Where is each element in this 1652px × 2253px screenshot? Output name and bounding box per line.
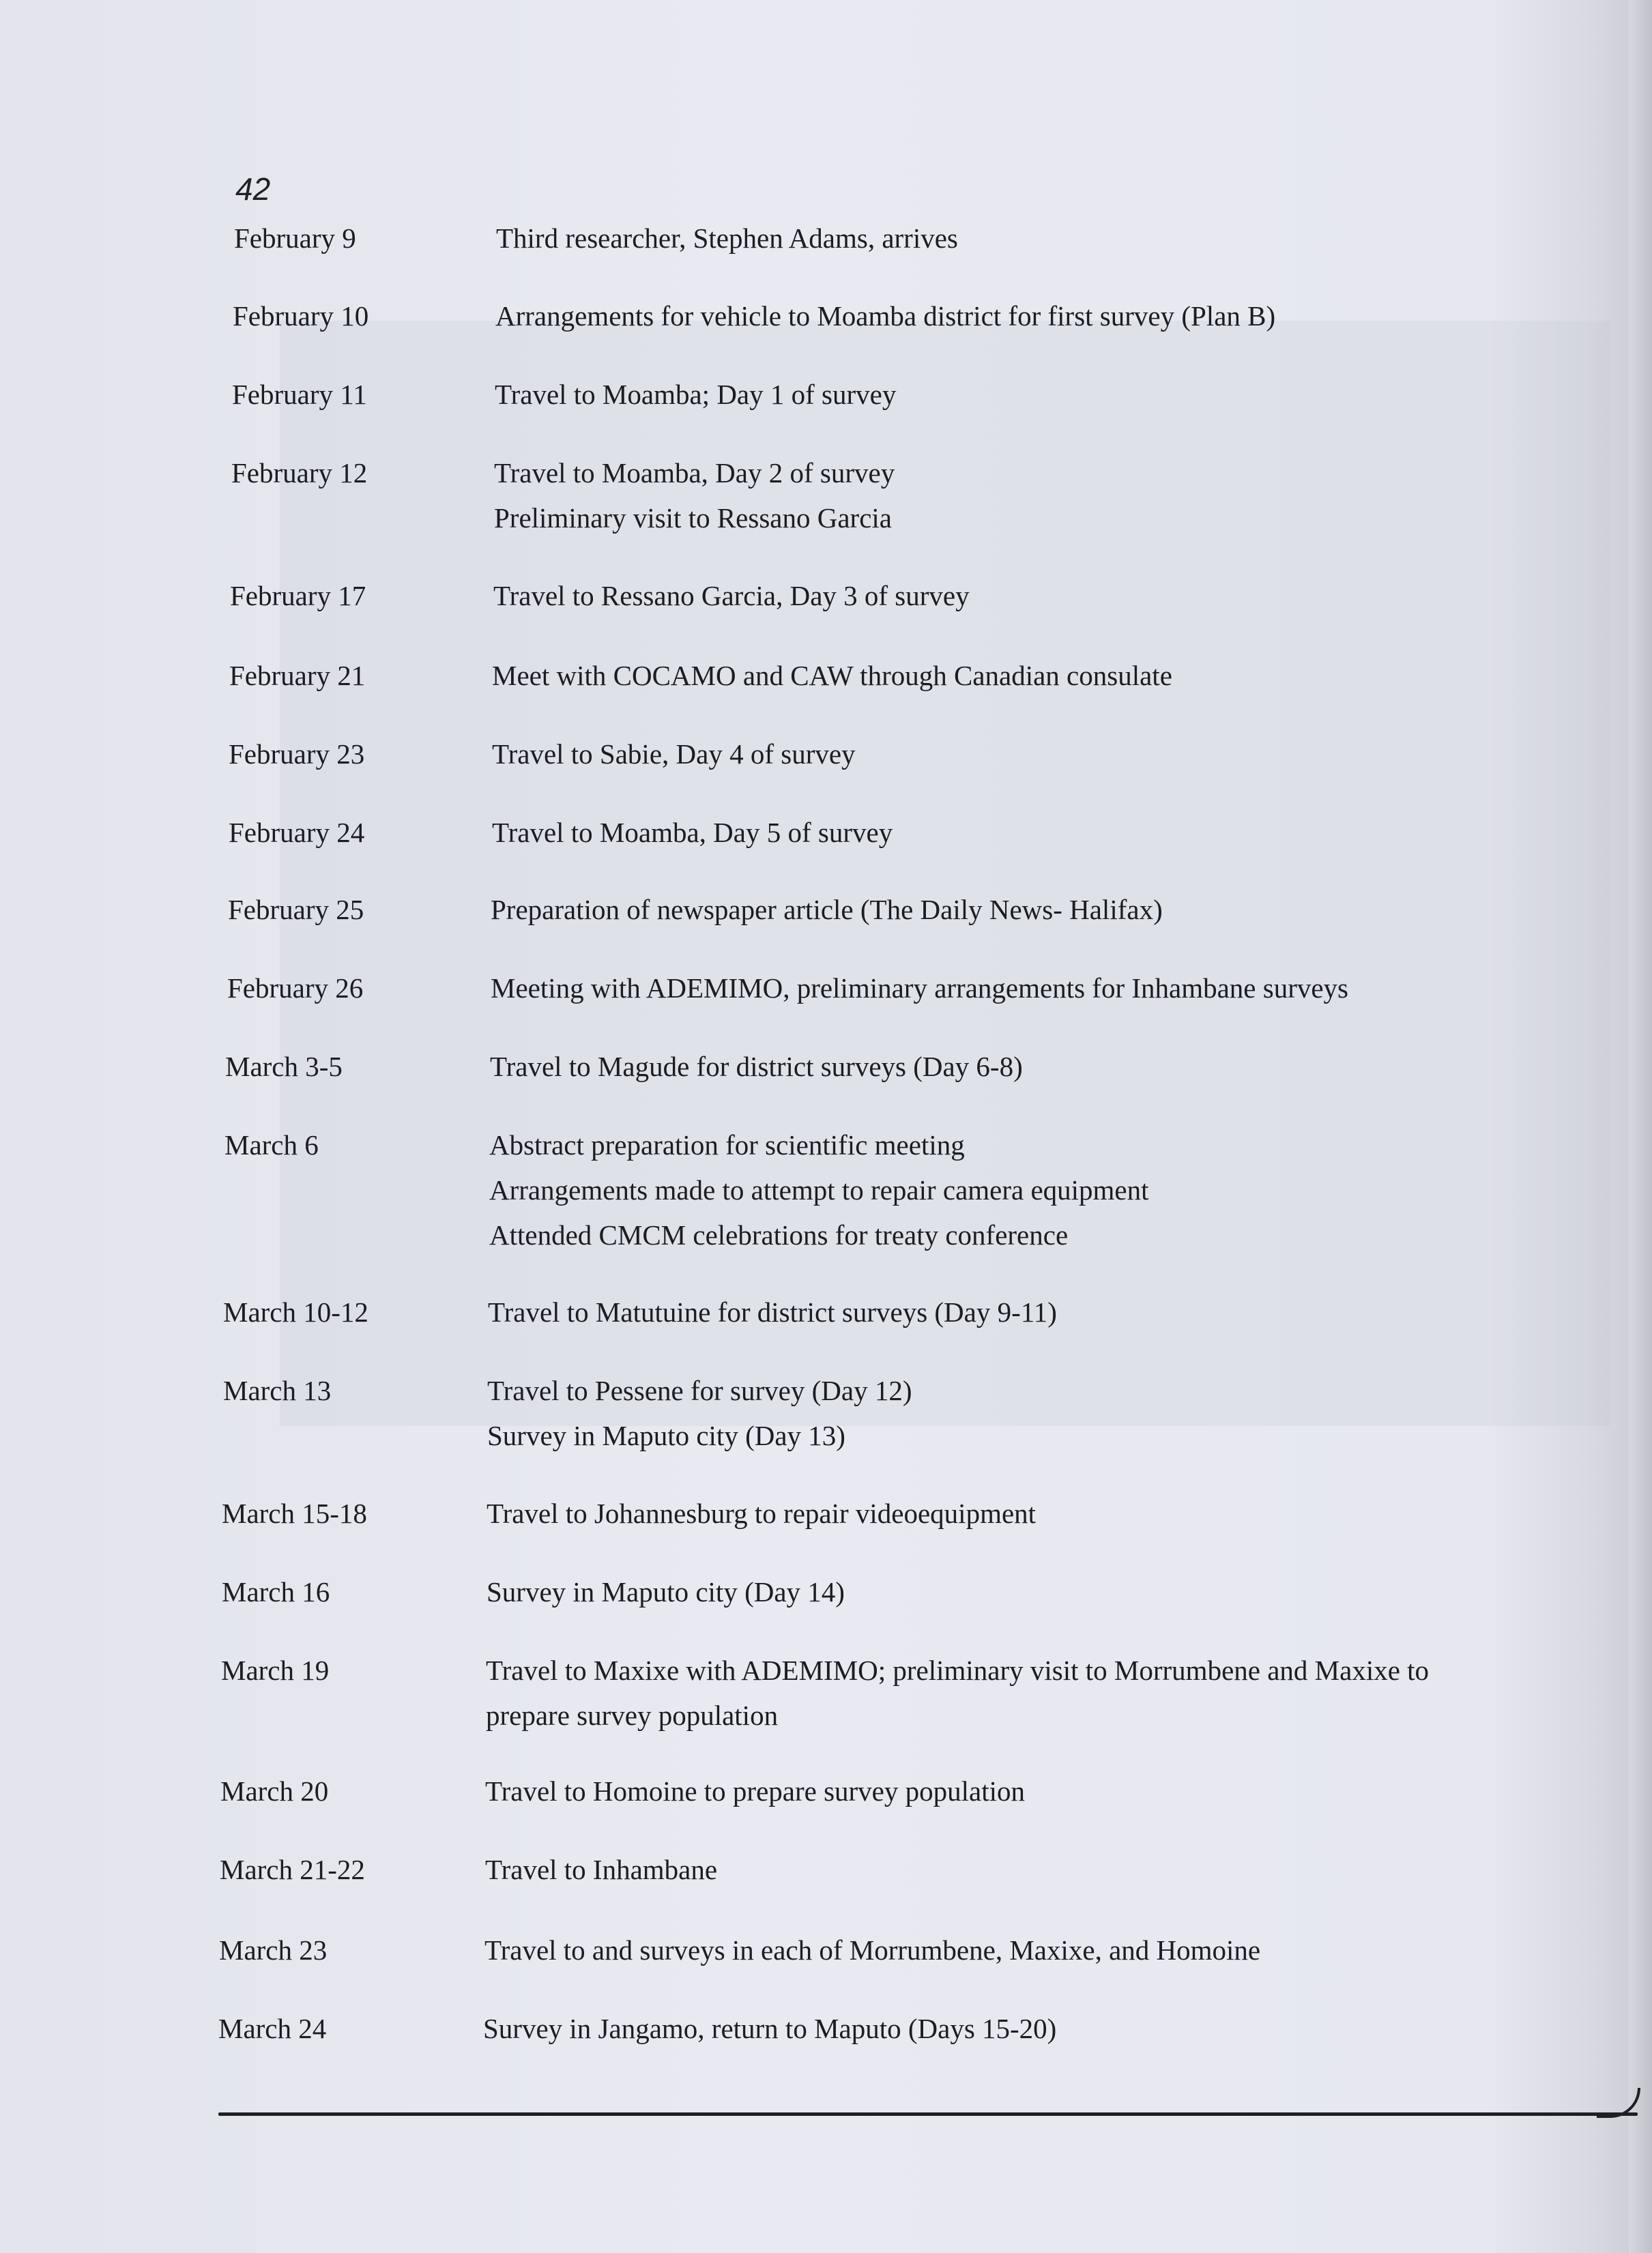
itinerary-description-line: Third researcher, Stephen Adams, arrives: [496, 222, 958, 254]
page-number: 42: [235, 171, 271, 207]
itinerary-date: March 23: [219, 1934, 328, 1966]
itinerary-date: March 20: [220, 1775, 329, 1807]
itinerary-description-line: Travel to Johannesburg to repair videoequipment: [487, 1498, 1037, 1529]
itinerary-description: [485, 1847, 717, 1892]
itinerary-date: February 25: [228, 894, 364, 925]
itinerary-date: February 17: [230, 580, 366, 611]
itinerary-description-line: Travel to Inhambane: [485, 1854, 718, 1885]
itinerary-description: [492, 810, 893, 855]
itinerary-description-line: Abstract preparation for scientific meeting: [489, 1129, 965, 1161]
itinerary-description-line: Travel to Ressano Garcia, Day 3 of survey: [493, 580, 970, 611]
itinerary-description-line: prepare survey population: [486, 1700, 779, 1731]
itinerary-description-line: Travel to Pessene for survey (Day 12): [487, 1375, 912, 1406]
itinerary-description: [495, 372, 896, 417]
itinerary-date: March 24: [218, 2013, 327, 2044]
page-edge: [1629, 0, 1652, 2253]
itinerary-description-line: Travel to Homoine to prepare survey population: [485, 1775, 1025, 1807]
itinerary-description-line: Travel to Moamba; Day 1 of survey: [495, 379, 897, 410]
itinerary-description: [493, 573, 970, 618]
itinerary-date: February 10: [233, 300, 369, 332]
itinerary-description-line: Travel to Moamba, Day 2 of survey: [494, 457, 895, 489]
itinerary-date: March 10-12: [223, 1296, 368, 1328]
itinerary-description-line: Travel to Sabie, Day 4 of survey: [492, 738, 856, 770]
itinerary-description-line: Travel to Maxixe with ADEMIMO; preliminary visit to Morrumbene and Maxixe to: [486, 1655, 1430, 1686]
itinerary-description-line: Meeting with ADEMIMO, preliminary arrangements for Inhambane surveys: [491, 972, 1349, 1004]
itinerary-date: February 21: [229, 660, 366, 691]
itinerary-description-line: Travel to and surveys in each of Morrumbene, Maxixe, and Homoine: [484, 1934, 1261, 1966]
itinerary-description: [492, 731, 856, 776]
itinerary-description: [491, 887, 1163, 932]
itinerary-description: [491, 965, 1348, 1011]
itinerary-date: March 21-22: [220, 1854, 365, 1885]
itinerary-description: [486, 1648, 1429, 1738]
itinerary-date: March 3-5: [225, 1051, 343, 1082]
bleed-through-photo: [280, 321, 1610, 1426]
itinerary-date: February 11: [232, 379, 367, 410]
itinerary-description: [492, 653, 1172, 698]
itinerary-description: [490, 1044, 1023, 1089]
itinerary-description-line: Preliminary visit to Ressano Garcia: [494, 502, 892, 534]
itinerary-description-line: Arrangements for vehicle to Moamba district for first survey (Plan B): [495, 300, 1276, 332]
itinerary-date: March 6: [224, 1129, 319, 1161]
itinerary-description: [487, 1569, 845, 1614]
itinerary-description: [485, 1769, 1025, 1814]
itinerary-description-line: Travel to Magude for district surveys (Day 6-8): [490, 1051, 1023, 1082]
itinerary-description: [489, 1122, 1149, 1258]
itinerary-description: [488, 1290, 1057, 1335]
footer-rule: [218, 2112, 1638, 2116]
itinerary-date: March 19: [221, 1655, 330, 1686]
itinerary-date: March 15-18: [222, 1498, 367, 1529]
itinerary-description: [483, 2006, 1056, 2051]
itinerary-date: March 16: [222, 1576, 330, 1608]
itinerary-description-line: Survey in Jangamo, return to Maputo (Days 15-20): [483, 2013, 1057, 2044]
itinerary-date: February 26: [227, 972, 364, 1004]
itinerary-description-line: Preparation of newspaper article (The Daily News- Halifax): [491, 894, 1163, 925]
itinerary-description-line: Survey in Maputo city (Day 14): [487, 1576, 845, 1608]
itinerary-description: [484, 1928, 1260, 1973]
itinerary-description-line: Travel to Moamba, Day 5 of survey: [492, 817, 893, 848]
itinerary-description-line: Survey in Maputo city (Day 13): [487, 1420, 845, 1451]
itinerary-description-line: Arrangements made to attempt to repair camera equipment: [489, 1174, 1149, 1206]
itinerary-description-line: Meet with COCAMO and CAW through Canadian consulate: [492, 660, 1172, 691]
itinerary-date: February 12: [231, 457, 368, 489]
itinerary-description-line: Attended CMCM celebrations for treaty conference: [489, 1219, 1069, 1251]
itinerary-description: [487, 1368, 912, 1458]
itinerary-date: February 9: [234, 222, 356, 254]
itinerary-description: [494, 450, 895, 540]
itinerary-description: [487, 1491, 1036, 1536]
itinerary-description-line: Travel to Matutuine for district surveys (Day 9-11): [488, 1296, 1057, 1328]
itinerary-date: February 24: [229, 817, 365, 848]
itinerary-description: [495, 293, 1275, 338]
itinerary-date: March 13: [223, 1375, 332, 1406]
itinerary-date: February 23: [229, 738, 365, 770]
itinerary-description: [496, 216, 958, 261]
